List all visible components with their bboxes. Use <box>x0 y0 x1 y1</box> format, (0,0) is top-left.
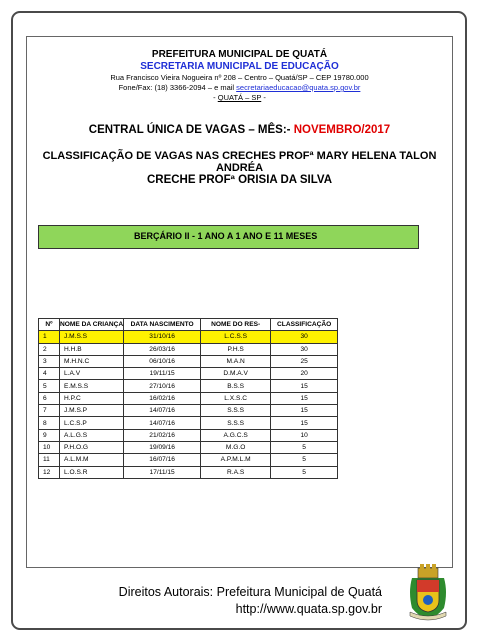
month-label: NOVEMBRO/2017 <box>293 124 391 136</box>
classification-cell: 30 <box>271 331 338 343</box>
classification-cell: 10 <box>271 429 338 441</box>
child-name-cell: H.P.C <box>60 392 124 404</box>
child-name-cell: L.C.S.P <box>60 417 124 429</box>
guardian-name-cell: S.S.S <box>201 405 271 417</box>
classification-title: CLASSIFICAÇÃO DE VAGAS NAS CRECHES PROFª MARY HELENA TALON ANDRÉA <box>42 150 437 174</box>
copyright-text: Direitos Autorais: Prefeitura Municipal de Quatá <box>118 585 382 599</box>
row-number-cell: 8 <box>39 417 60 429</box>
birth-date-cell: 27/10/16 <box>124 380 201 392</box>
birth-date-cell: 19/11/15 <box>124 368 201 380</box>
birth-date-cell: 31/10/16 <box>124 331 201 343</box>
row-number-cell: 4 <box>39 368 60 380</box>
row-number-cell: 6 <box>39 392 60 404</box>
classification-cell: 15 <box>271 405 338 417</box>
classification-table <box>38 318 338 479</box>
child-name-cell: A.L.G.S <box>60 429 124 441</box>
table-row <box>39 368 338 380</box>
table-header-row <box>39 319 338 331</box>
guardian-name-cell: A.G.C.S <box>201 429 271 441</box>
guardian-name-cell: S.S.S <box>201 417 271 429</box>
coat-of-arms-icon <box>404 562 452 622</box>
row-number-cell: 5 <box>39 380 60 392</box>
table-row <box>39 331 338 343</box>
phone-text: Fone/Fax: (18) 3366-2094 – e mail <box>118 83 237 92</box>
birth-date-cell: 19/09/16 <box>124 441 201 453</box>
guardian-name-cell: B.S.S <box>201 380 271 392</box>
classification-cell: 15 <box>271 417 338 429</box>
child-name-cell: L.O.S.R <box>60 466 124 478</box>
table-row <box>39 343 338 355</box>
birth-date-cell: 16/07/16 <box>124 454 201 466</box>
birth-date-cell: 17/11/15 <box>124 466 201 478</box>
guardian-name-cell: D.M.A.V <box>201 368 271 380</box>
row-number-cell: 3 <box>39 355 60 367</box>
table-row <box>39 429 338 441</box>
child-name-cell: A.L.M.M <box>60 454 124 466</box>
guardian-name-cell: L.C.S.S <box>201 331 271 343</box>
table-row <box>39 405 338 417</box>
municipality-name: PREFEITURA MUNICIPAL DE QUATÁ <box>151 49 328 60</box>
classification-cell: 5 <box>271 441 338 453</box>
department-name: SECRETARIA MUNICIPAL DE EDUCAÇÃO <box>140 61 339 72</box>
classification-cell: 15 <box>271 380 338 392</box>
child-name-cell: L.A.V <box>60 368 124 380</box>
guardian-name-cell: P.H.S <box>201 343 271 355</box>
header-birth-date: DATA NASCIMENTO <box>124 319 201 331</box>
classification-cell: 20 <box>271 368 338 380</box>
table-row <box>39 355 338 367</box>
city-prefix: - <box>213 93 218 102</box>
classification-cell: 25 <box>271 355 338 367</box>
classification-cell: 5 <box>271 466 338 478</box>
row-number-cell: 12 <box>39 466 60 478</box>
row-number-cell: 7 <box>39 405 60 417</box>
table-row <box>39 441 338 453</box>
document-frame <box>26 36 453 568</box>
creche-title: CRECHE PROFª ORISIA DA SILVA <box>146 174 333 186</box>
table-row <box>39 454 338 466</box>
header-child-name: NOME DA CRIANÇA <box>60 319 124 331</box>
guardian-name-cell: M.G.O <box>201 441 271 453</box>
classification-cell: 30 <box>271 343 338 355</box>
age-group-band: BERÇÁRIO II - 1 ANO A 1 ANO E 11 MESES <box>38 225 419 249</box>
table-row <box>39 466 338 478</box>
guardian-name-cell: M.A.N <box>201 355 271 367</box>
birth-date-cell: 26/03/16 <box>124 343 201 355</box>
row-number-cell: 11 <box>39 454 60 466</box>
child-name-cell: J.M.S.S <box>60 331 124 343</box>
birth-date-cell: 21/02/16 <box>124 429 201 441</box>
guardian-name-cell: A.P.M.L.M <box>201 454 271 466</box>
vacancy-title-text: CENTRAL ÚNICA DE VAGAS – MÊS:- <box>88 124 294 136</box>
birth-date-cell: 14/07/16 <box>124 417 201 429</box>
table-row <box>39 392 338 404</box>
classification-cell: 15 <box>271 392 338 404</box>
row-number-cell: 1 <box>39 331 60 343</box>
vacancy-title <box>26 124 453 136</box>
row-number-cell: 2 <box>39 343 60 355</box>
website-link[interactable]: http://www.quata.sp.gov.br <box>235 602 382 616</box>
child-name-cell: M.H.N.C <box>60 355 124 367</box>
birth-date-cell: 14/07/16 <box>124 405 201 417</box>
birth-date-cell: 16/02/16 <box>124 392 201 404</box>
child-name-cell: P.H.O.G <box>60 441 124 453</box>
contact-line <box>26 84 453 93</box>
header-classification: CLASSIFICAÇÃO <box>271 319 338 331</box>
row-number-cell: 10 <box>39 441 60 453</box>
guardian-name-cell: R.A.S <box>201 466 271 478</box>
child-name-cell: J.M.S.P <box>60 405 124 417</box>
city-line <box>26 94 453 103</box>
address-line: Rua Francisco Vieira Nogueira nº 208 – Centro – Quatá/SP – CEP 19780.000 <box>110 73 369 82</box>
table-row <box>39 417 338 429</box>
header-number: Nº <box>39 319 60 331</box>
city-name: QUATÁ – SP <box>217 93 262 102</box>
child-name-cell: H.H.B <box>60 343 124 355</box>
table-row <box>39 380 338 392</box>
email-link[interactable]: secretariaeducacao@quata.sp.gov.br <box>236 83 361 92</box>
guardian-name-cell: L.X.S.C <box>201 392 271 404</box>
row-number-cell: 9 <box>39 429 60 441</box>
birth-date-cell: 06/10/16 <box>124 355 201 367</box>
child-name-cell: E.M.S.S <box>60 380 124 392</box>
classification-cell: 5 <box>271 454 338 466</box>
city-suffix: - <box>261 93 266 102</box>
header-guardian-name: NOME DO RES- <box>201 319 271 331</box>
